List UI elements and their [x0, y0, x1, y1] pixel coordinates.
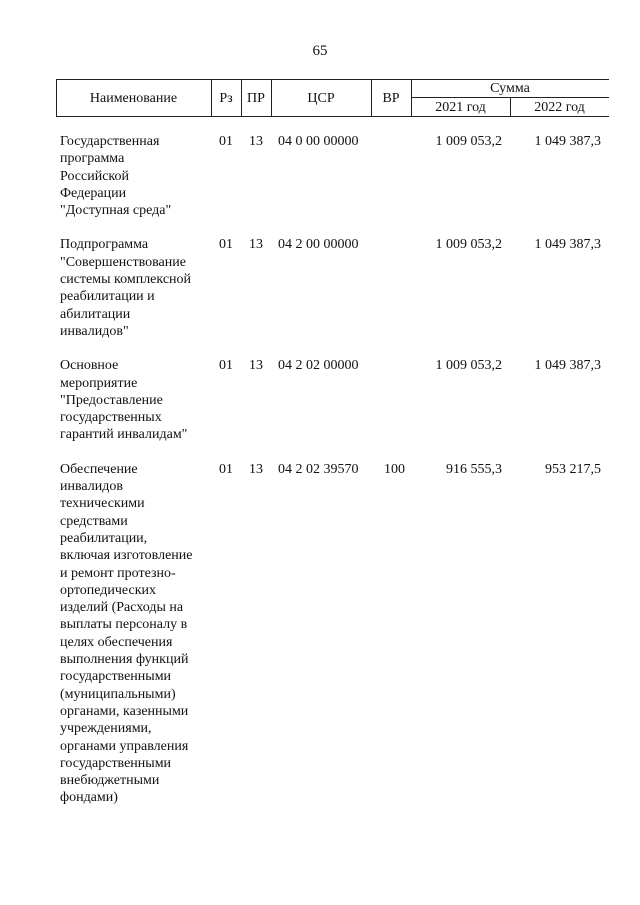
row-name: Обеспечение инвалидов техническими средствами реабилитации, включая изготовление и ремонт протезно- ортопедических изделий (Расходы на выплаты персоналу в целях обеспечения выполнения функций государственными (муниципальными) органами, казенными учреждениями, органами управления государственными внебюджетными фондами)	[60, 461, 193, 806]
header-sum: Сумма	[490, 81, 530, 96]
row-pr: 13	[249, 237, 263, 253]
row-sum-2021: 916 555,3	[446, 461, 502, 477]
header-year-2022: 2022 год	[534, 100, 585, 115]
row-pr: 13	[249, 358, 263, 374]
row-sum-2021: 1 009 053,2	[435, 134, 502, 149]
row-sum-2021: 1 009 053,2	[435, 237, 502, 253]
row-sum-2022: 1 049 387,3	[534, 134, 601, 149]
header-pr: ПР	[247, 91, 265, 106]
row-rz: 01	[219, 358, 233, 374]
row-name: Основное мероприятие "Предоставление государственных гарантий инвалидам"	[60, 358, 188, 443]
page-number: 65	[312, 43, 328, 59]
row-csr: 04 2 02 39570	[278, 461, 359, 477]
header-csr: ЦСР	[307, 91, 335, 106]
row-rz: 01	[219, 237, 233, 253]
row-sum-2021: 1 009 053,2	[435, 358, 502, 374]
row-csr: 04 2 02 00000	[278, 358, 359, 374]
row-csr: 04 2 00 00000	[278, 237, 359, 253]
row-pr: 13	[249, 461, 263, 477]
row-sum-2022: 1 049 387,3	[534, 358, 601, 374]
header-vr: ВР	[382, 91, 400, 106]
row-pr: 13	[249, 134, 263, 149]
header-name: Наименование	[89, 91, 178, 106]
table-row	[56, 357, 609, 443]
row-rz: 01	[219, 461, 233, 477]
header-rz: Рз	[219, 91, 233, 106]
row-vr: 100	[384, 461, 405, 477]
row-sum-2022: 953 217,5	[545, 461, 601, 477]
table-body	[56, 133, 609, 824]
table-row	[56, 461, 609, 807]
row-csr: 04 0 00 00000	[278, 134, 359, 149]
table-row	[56, 133, 609, 219]
row-sum-2022: 1 049 387,3	[534, 237, 601, 253]
table-row	[56, 236, 609, 340]
row-name: Подпрограмма "Совершенствование системы комплексной реабилитации и абилитации инвалидов"	[60, 237, 192, 339]
header-year-2021: 2021 год	[435, 100, 486, 115]
row-name: Государственная программа Российской Федерации "Доступная среда"	[60, 134, 172, 219]
table-header	[56, 79, 609, 117]
row-rz: 01	[219, 134, 233, 149]
